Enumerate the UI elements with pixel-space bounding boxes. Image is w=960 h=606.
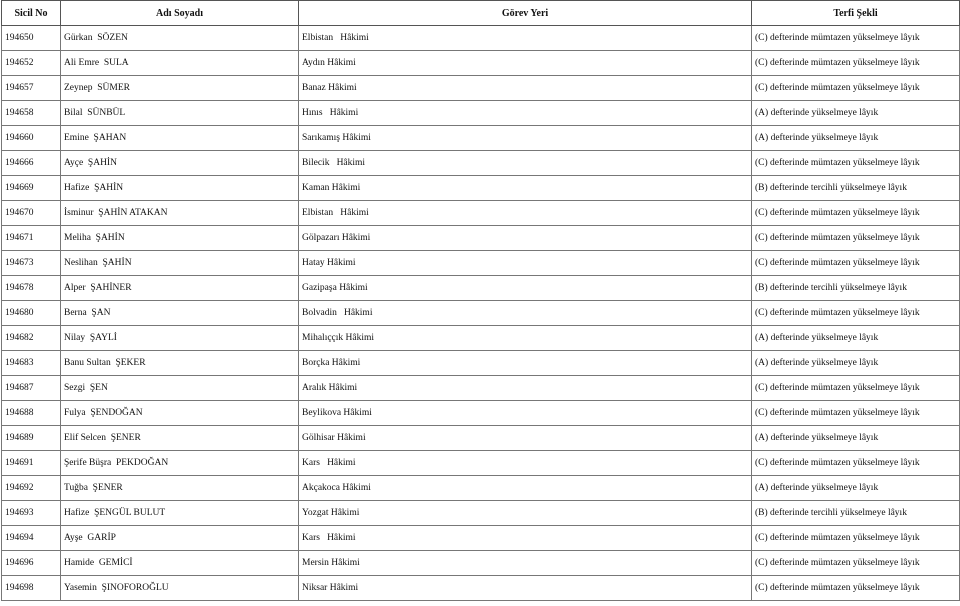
sicil-no-cell: 194652 (2, 51, 61, 76)
gorev-yeri-cell: Mihalıççık Hâkimi (299, 326, 752, 351)
terfi-sekli-cell: (A) defterinde yükselmeye lâyık (752, 101, 960, 126)
terfi-sekli-cell: (C) defterinde mümtazen yükselmeye lâyık (752, 151, 960, 176)
table-row (2, 176, 960, 201)
sicil-no-cell: 194682 (2, 326, 61, 351)
adi-soyadi-cell: Alper ŞAHİNER (61, 276, 299, 301)
terfi-sekli-cell: (B) defterinde tercihli yükselmeye lâyık (752, 176, 960, 201)
adi-soyadi-cell: Şerife Büşra PEKDOĞAN (61, 451, 299, 476)
terfi-sekli-cell: (C) defterinde mümtazen yükselmeye lâyık (752, 401, 960, 426)
terfi-sekli-cell: (C) defterinde mümtazen yükselmeye lâyık (752, 301, 960, 326)
table-row (2, 151, 960, 176)
gorev-yeri-cell: Kars Hâkimi (299, 526, 752, 551)
gorev-yeri-cell: Kars Hâkimi (299, 451, 752, 476)
terfi-sekli-cell: (B) defterinde tercihli yükselmeye lâyık (752, 501, 960, 526)
terfi-sekli-cell: (C) defterinde mümtazen yükselmeye lâyık (752, 526, 960, 551)
adi-soyadi-cell: İsminur ŞAHİN ATAKAN (61, 201, 299, 226)
gorev-yeri-cell: Gölpazarı Hâkimi (299, 226, 752, 251)
table-row (2, 451, 960, 476)
terfi-sekli-cell: (A) defterinde yükselmeye lâyık (752, 126, 960, 151)
gorev-yeri-cell: Aralık Hâkimi (299, 376, 752, 401)
adi-soyadi-cell: Tuğba ŞENER (61, 476, 299, 501)
sicil-no-cell: 194657 (2, 76, 61, 101)
sicil-no-cell: 194693 (2, 501, 61, 526)
header-sicil-no: Sicil No (2, 1, 61, 26)
adi-soyadi-cell: Nilay ŞAYLİ (61, 326, 299, 351)
table-row (2, 401, 960, 426)
table-row (2, 251, 960, 276)
gorev-yeri-cell: Sarıkamış Hâkimi (299, 126, 752, 151)
adi-soyadi-cell: Meliha ŞAHİN (61, 226, 299, 251)
terfi-sekli-cell: (C) defterinde mümtazen yükselmeye lâyık (752, 226, 960, 251)
adi-soyadi-cell: Emine ŞAHAN (61, 126, 299, 151)
terfi-sekli-cell: (C) defterinde mümtazen yükselmeye lâyık (752, 201, 960, 226)
adi-soyadi-cell: Sezgi ŞEN (61, 376, 299, 401)
gorev-yeri-cell: Kaman Hâkimi (299, 176, 752, 201)
adi-soyadi-cell: Hafize ŞAHİN (61, 176, 299, 201)
terfi-sekli-cell: (A) defterinde yükselmeye lâyık (752, 426, 960, 451)
gorev-yeri-cell: Gölhisar Hâkimi (299, 426, 752, 451)
gorev-yeri-cell: Akçakoca Hâkimi (299, 476, 752, 501)
sicil-no-cell: 194687 (2, 376, 61, 401)
header-terfi-sekli: Terfi Şekli (752, 1, 960, 26)
adi-soyadi-cell: Bilal SÜNBÜL (61, 101, 299, 126)
adi-soyadi-cell: Fulya ŞENDOĞAN (61, 401, 299, 426)
table-row (2, 426, 960, 451)
table-body (2, 26, 960, 601)
terfi-sekli-cell: (C) defterinde mümtazen yükselmeye lâyık (752, 576, 960, 601)
sicil-no-cell: 194692 (2, 476, 61, 501)
adi-soyadi-cell: Hamide GEMİCİ (61, 551, 299, 576)
gorev-yeri-cell: Borçka Hâkimi (299, 351, 752, 376)
adi-soyadi-cell: Ayşe GARİP (61, 526, 299, 551)
adi-soyadi-cell: Zeynep SÜMER (61, 76, 299, 101)
sicil-no-cell: 194680 (2, 301, 61, 326)
table-row (2, 576, 960, 601)
gorev-yeri-cell: Elbistan Hâkimi (299, 26, 752, 51)
table-row (2, 76, 960, 101)
sicil-no-cell: 194683 (2, 351, 61, 376)
gorev-yeri-cell: Niksar Hâkimi (299, 576, 752, 601)
table-header (2, 1, 960, 26)
table-row (2, 26, 960, 51)
adi-soyadi-cell: Gürkan SÖZEN (61, 26, 299, 51)
gorev-yeri-cell: Beylikova Hâkimi (299, 401, 752, 426)
gorev-yeri-cell: Hınıs Hâkimi (299, 101, 752, 126)
terfi-sekli-cell: (C) defterinde mümtazen yükselmeye lâyık (752, 51, 960, 76)
sicil-no-cell: 194669 (2, 176, 61, 201)
table-row (2, 376, 960, 401)
terfi-sekli-cell: (A) defterinde yükselmeye lâyık (752, 351, 960, 376)
adi-soyadi-cell: Banu Sultan ŞEKER (61, 351, 299, 376)
table-row (2, 51, 960, 76)
sicil-no-cell: 194694 (2, 526, 61, 551)
terfi-sekli-cell: (A) defterinde yükselmeye lâyık (752, 326, 960, 351)
table-row (2, 326, 960, 351)
sicil-no-cell: 194689 (2, 426, 61, 451)
adi-soyadi-cell: Ayçe ŞAHİN (61, 151, 299, 176)
sicil-no-cell: 194691 (2, 451, 61, 476)
table-row (2, 101, 960, 126)
terfi-sekli-cell: (C) defterinde mümtazen yükselmeye lâyık (752, 376, 960, 401)
header-row (2, 1, 960, 26)
table-row (2, 226, 960, 251)
adi-soyadi-cell: Elif Selcen ŞENER (61, 426, 299, 451)
adi-soyadi-cell: Hafize ŞENGÜL BULUT (61, 501, 299, 526)
gorev-yeri-cell: Elbistan Hâkimi (299, 201, 752, 226)
header-adi-soyadi: Adı Soyadı (61, 1, 299, 26)
sicil-no-cell: 194698 (2, 576, 61, 601)
sicil-no-cell: 194666 (2, 151, 61, 176)
sicil-no-cell: 194658 (2, 101, 61, 126)
sicil-no-cell: 194678 (2, 276, 61, 301)
gorev-yeri-cell: Aydın Hâkimi (299, 51, 752, 76)
table-row (2, 351, 960, 376)
gorev-yeri-cell: Bolvadin Hâkimi (299, 301, 752, 326)
terfi-sekli-cell: (A) defterinde yükselmeye lâyık (752, 476, 960, 501)
terfi-sekli-cell: (C) defterinde mümtazen yükselmeye lâyık (752, 76, 960, 101)
adi-soyadi-cell: Yasemin ŞINOFOROĞLU (61, 576, 299, 601)
gorev-yeri-cell: Mersin Hâkimi (299, 551, 752, 576)
table-row (2, 501, 960, 526)
sicil-no-cell: 194671 (2, 226, 61, 251)
table-row (2, 551, 960, 576)
terfi-sekli-cell: (C) defterinde mümtazen yükselmeye lâyık (752, 251, 960, 276)
gorev-yeri-cell: Gazipaşa Hâkimi (299, 276, 752, 301)
promotion-table (1, 0, 960, 601)
gorev-yeri-cell: Bilecik Hâkimi (299, 151, 752, 176)
table-row (2, 526, 960, 551)
adi-soyadi-cell: Neslihan ŞAHİN (61, 251, 299, 276)
sicil-no-cell: 194696 (2, 551, 61, 576)
sicil-no-cell: 194688 (2, 401, 61, 426)
table-row (2, 201, 960, 226)
gorev-yeri-cell: Yozgat Hâkimi (299, 501, 752, 526)
terfi-sekli-cell: (C) defterinde mümtazen yükselmeye lâyık (752, 551, 960, 576)
table-row (2, 126, 960, 151)
table-row (2, 476, 960, 501)
terfi-sekli-cell: (C) defterinde mümtazen yükselmeye lâyık (752, 451, 960, 476)
sicil-no-cell: 194670 (2, 201, 61, 226)
header-gorev-yeri: Görev Yeri (299, 1, 752, 26)
adi-soyadi-cell: Ali Emre SULA (61, 51, 299, 76)
adi-soyadi-cell: Berna ŞAN (61, 301, 299, 326)
sicil-no-cell: 194673 (2, 251, 61, 276)
table-row (2, 301, 960, 326)
table-row (2, 276, 960, 301)
terfi-sekli-cell: (C) defterinde mümtazen yükselmeye lâyık (752, 26, 960, 51)
terfi-sekli-cell: (B) defterinde tercihli yükselmeye lâyık (752, 276, 960, 301)
sicil-no-cell: 194650 (2, 26, 61, 51)
gorev-yeri-cell: Hatay Hâkimi (299, 251, 752, 276)
gorev-yeri-cell: Banaz Hâkimi (299, 76, 752, 101)
sicil-no-cell: 194660 (2, 126, 61, 151)
